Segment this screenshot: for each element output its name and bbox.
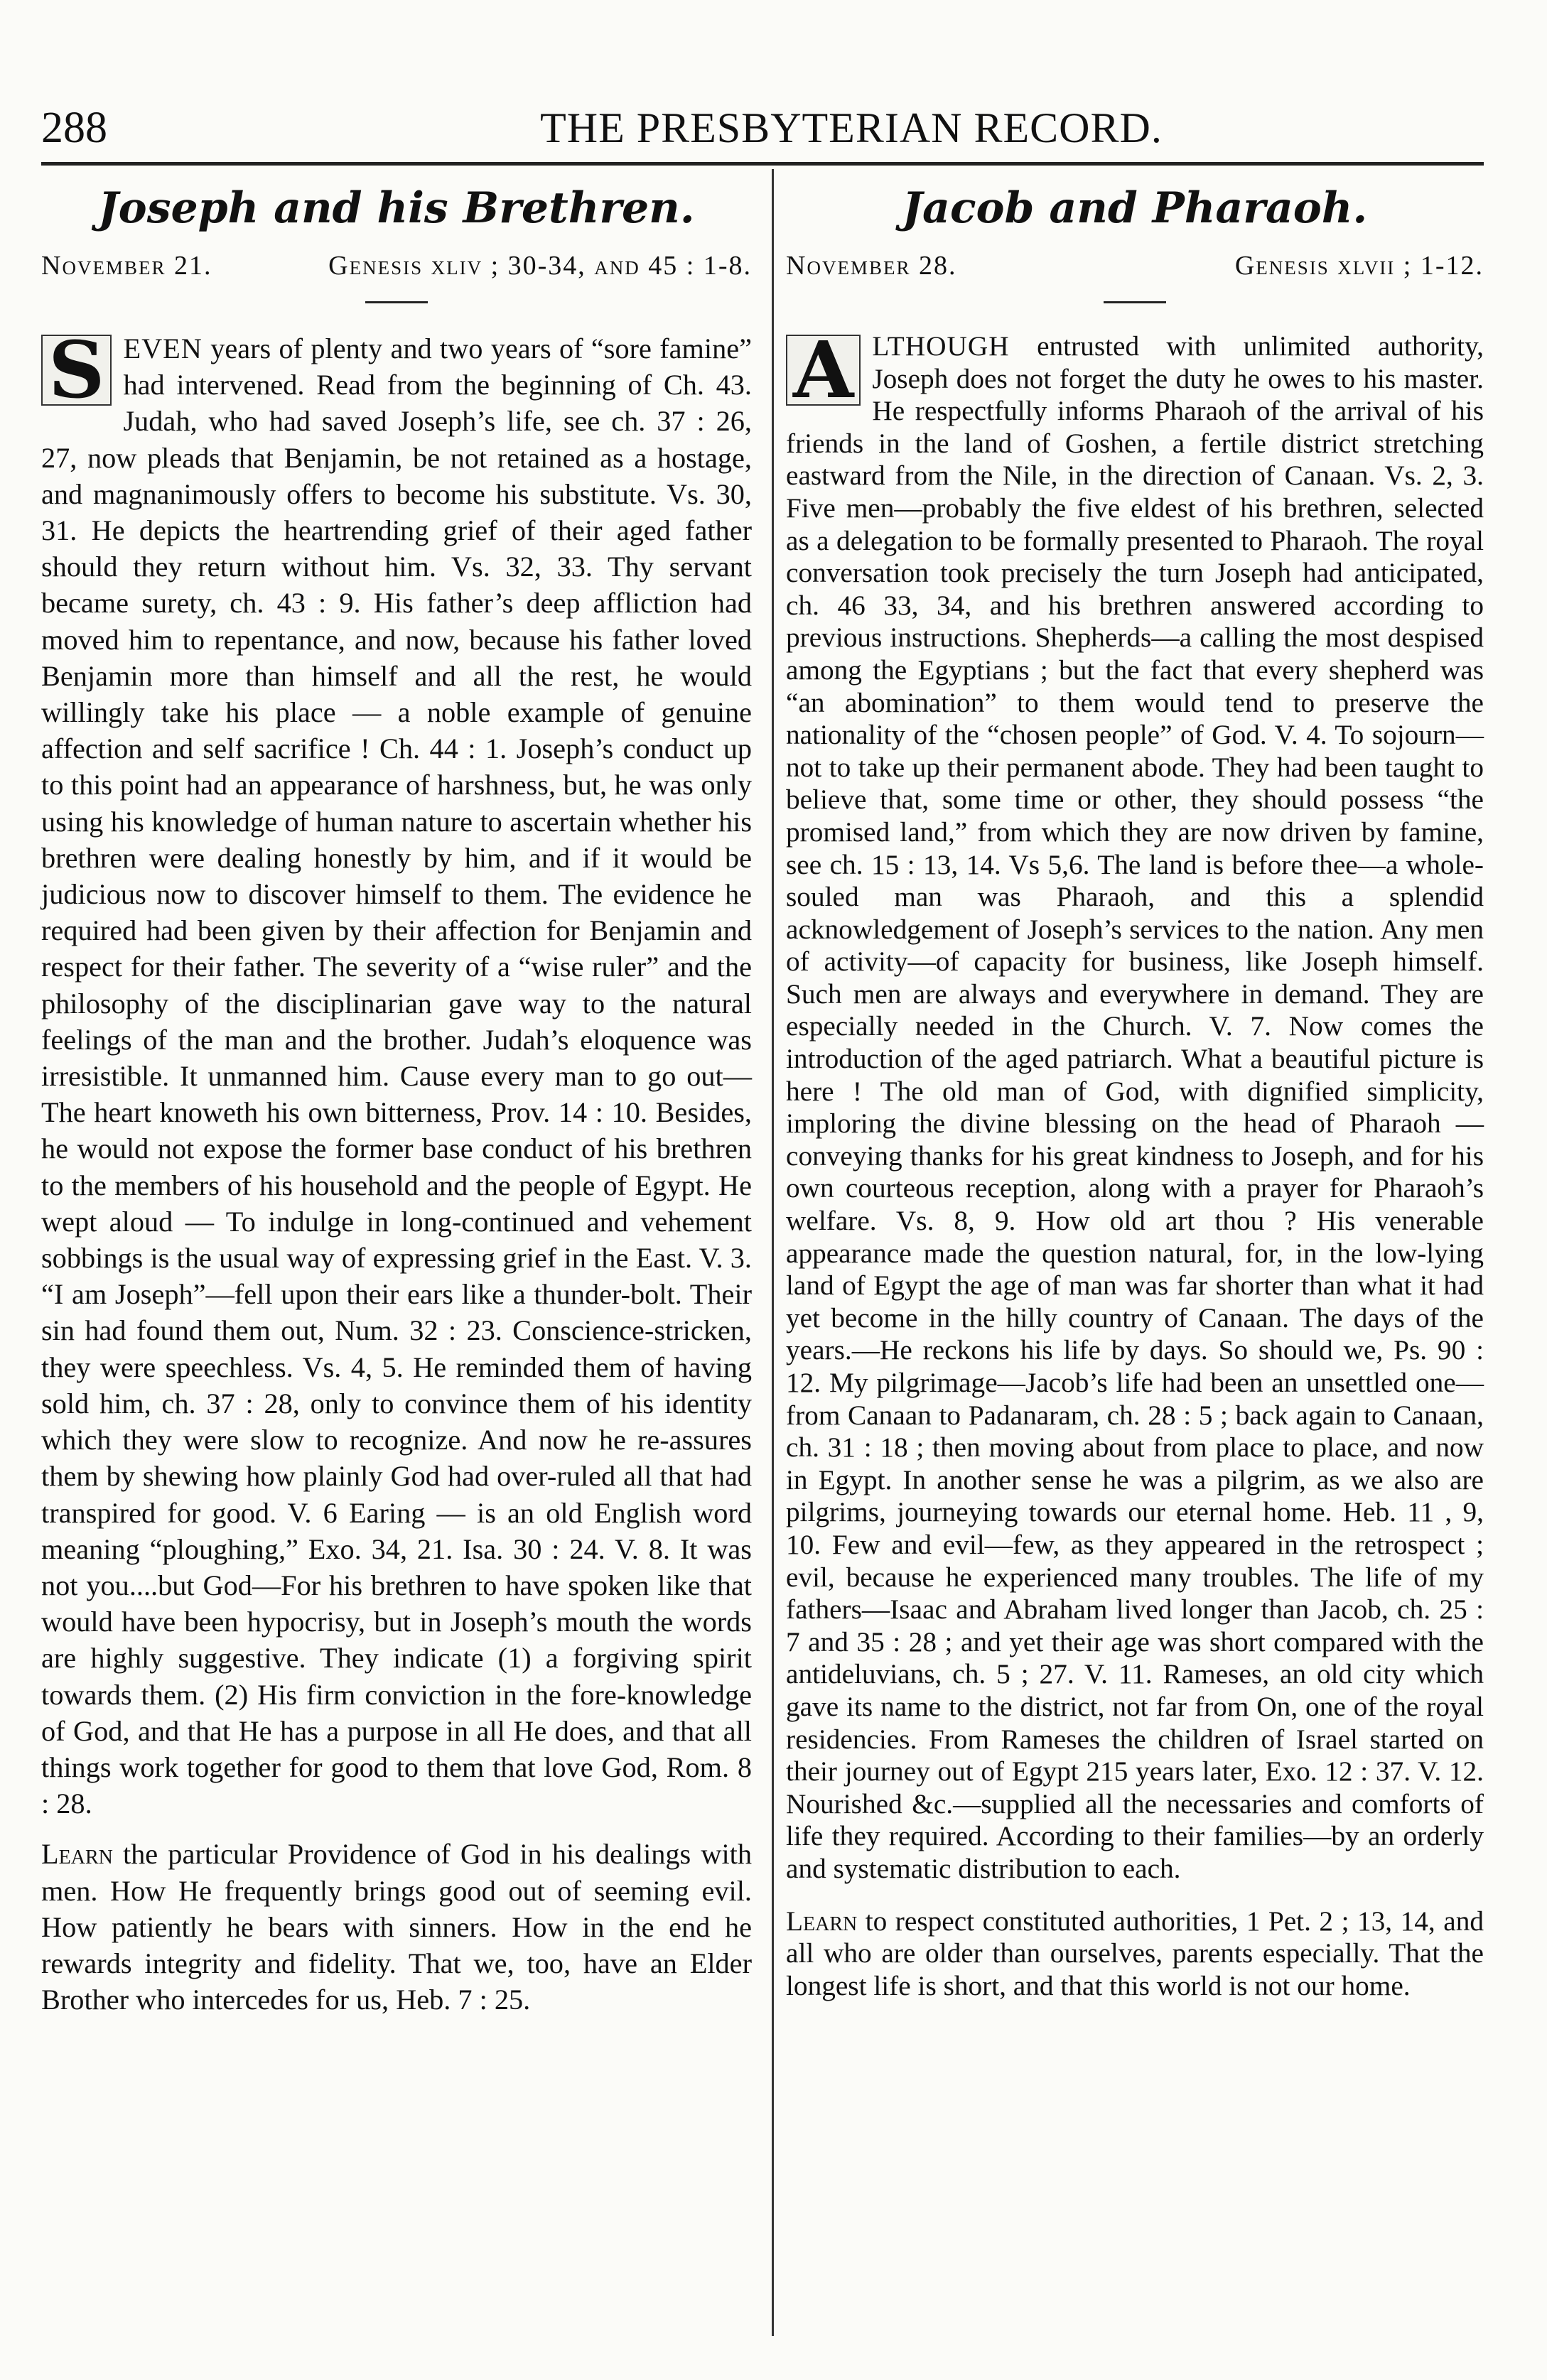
section-rule — [1104, 301, 1166, 303]
journal-title: THE PRESBYTERIAN RECORD. — [540, 104, 1163, 151]
drop-cap: S — [41, 335, 112, 406]
learn-lead: Learn — [786, 1905, 858, 1937]
drop-cap: A — [786, 335, 861, 406]
lesson-title: Joseph and his Brethren. — [98, 183, 695, 233]
lead-word: EVEN — [123, 332, 203, 364]
lesson-reference — [41, 247, 752, 284]
lead-word: LTHOUGH — [872, 330, 1010, 362]
learn-text: to respect constituted authorities, 1 Pet. 2 ; 13, 14, and all who are older than ourselves, parents especially. That the longest life is short, and that this world is not our home. — [786, 1905, 1484, 2001]
header-rule — [41, 162, 1484, 166]
lesson-reference — [786, 247, 1484, 284]
column-divider — [772, 169, 774, 2336]
learn-lead: Learn — [41, 1838, 113, 1871]
lesson-text: years of plenty and two years of “sore famine” had intervened. Read from the beginning of Ch. 43. Judah, who had saved Joseph’s life, see ch. 37 : 26, 27, now pleads that Benjamin, be not retained as a hostage, and magnanimously offers to become his substitute. Vs. 30, 31. He depicts the heartrending grief of their aged father should they return without him. Vs. 32, 33. Thy servant became surety, ch. 43 : 9. His father’s deep affliction had moved him to repentance, and now, because his father loved Benjamin more than himself and all the rest, he would willingly take his place — a noble example of genuine affection and self sacrifice ! Ch. 44 : 1. Joseph’s conduct up to this point had an appearance of harshness, but, he was only using his knowledge of human nature to ascertain whether his brethren were dealing honestly by him, and if it would be judicious now to discover himself to them. The evidence he required had been given by their affection for Benjamin and respect for their father. The severity of a “wise ruler” and the philosophy of the disciplinarian gave way to the natural feelings of the man and the brother. Judah’s eloquence was irresistible. It unmanned him. Cause every man to go out—The heart knoweth his own bitterness, Prov. 14 : 10. Besides, he would not expose the former base conduct of his brethren to the members of his household and the people of Egypt. He wept aloud — To indulge in long-continued and vehement sobbings is the usual way of expressing grief in the East. V. 3. “I am Joseph”—fell upon their ears like a thunder-bolt. Their sin had found them out, Num. 32 : 23. Conscience-stricken, they were speechless. Vs. 4, 5. He reminded them of having sold him, ch. 37 : 28, only to convince them of his identity which they were slow to recognize. And now he re-assures them by shewing how plainly God had over-ruled all that had transpired for good. V. 6 Earing — is an old English word meaning “ploughing,” Exo. 34, 21. Isa. 30 : 24. V. 8. It was not you....but God—For his brethren to have spoken like that would have been hypocrisy, but in Joseph’s mouth the words are highly suggestive. They indicate (1) a forgiving spirit towards them. (2) His firm conviction in the fore-knowledge of God, and that He has a purpose in all He does, and that all things work together for good to them that love God, Rom. 8 : 28. — [41, 332, 752, 1820]
learn-text: the particular Providence of God in his dealings with men. How He frequently brings good out of seeming evil. How patiently he bears with sinners. How in the end he rewards integrity and fidelity. That we, too, have an Elder Brother who intercedes for us, Heb. 7 : 25. — [41, 1838, 752, 2016]
right-lesson — [786, 169, 1484, 2002]
lesson-date: November 28. — [786, 251, 957, 281]
lesson-body — [41, 324, 752, 1822]
section-rule — [365, 301, 428, 303]
learn-paragraph — [786, 1905, 1484, 2003]
left-lesson — [41, 169, 752, 2018]
running-head — [41, 99, 1484, 156]
lesson-scripture: Genesis xlvii ; 1-12. — [1234, 251, 1484, 281]
learn-paragraph — [41, 1836, 752, 2018]
lesson-scripture: Genesis xliv ; 30-34, and 45 : 1-8. — [328, 251, 752, 281]
page-number: 288 — [41, 104, 107, 152]
lesson-text: entrusted with unlimited authority, Joseph does not forget the duty he owes to his master. He respectfully informs Pharaoh of the arrival of his friends in the land of Goshen, a fertile district stretching eastward from the Nile, in the direction of Canaan. Vs. 2, 3. Five men—probably the five eldest of his brethren, selected as a delegation to be formally presented to Pharaoh. The royal conversation took precisely the turn Joseph had anticipated, ch. 46 33, 34, and his brethren answered according to previous instructions. Shepherds—a calling the most despised among the Egyptians ; but the fact that every shepherd was “an abomination” to them would tend to preserve the nationality of the “chosen people” of God. V. 4. To sojourn—not to take up their permanent abode. They had been taught to believe that, some time or other, they should possess “the promised land,” from which they are now driven by famine, see ch. 15 : 13, 14. Vs 5,6. The land is before thee—a whole-souled man was Pharaoh, and this a splendid acknowledgement of Joseph’s services to the nation. Any men of activity—of capacity for business, like Joseph himself. Such men are always and everywhere in demand. They are especially needed in the Church. V. 7. Now comes the introduction of the aged patriarch. What a beautiful picture is here ! The old man of God, with dignified simplicity, imploring the divine blessing on the head of Pharaoh — conveying thanks for his great kindness to Joseph, and for his own courteous reception, along with a prayer for Pharaoh’s welfare. Vs. 8, 9. How old art thou ? His venerable appearance made the question natural, for, in the low-lying land of Egypt the age of man was far shorter than what it had yet become in the hilly country of Canaan. The days of the years.—He reckons his life by days. So should we, Ps. 90 : 12. My pilgrimage—Jacob’s life had been an unsettled one— from Canaan to Padanaram, ch. 28 : 5 ; back again to Canaan, ch. 31 : 18 ; then moving about from place to place, and now in Egypt. In another sense he was a pilgrim, as we also are pilgrims, journeying towards our eternal home. Heb. 11 , 9, 10. Few and evil—few, as they appeared in the retrospect ; evil, because he experienced many troubles. The life of my fathers—Isaac and Abraham lived longer than Jacob, ch. 25 : 7 and 35 : 28 ; and yet their age was short compared with the antideluvians, ch. 5 ; 27. V. 11. Rameses, an old city which gave its name to the district, not far from On, one of the royal residencies. From Rameses the children of Israel started on their journey out of Egypt 215 years later, Exo. 12 : 37. V. 12. Nourished &c.—supplied all the necessaries and comforts of life they required. According to their families—by an orderly and systematic distribution to each. — [786, 330, 1484, 1884]
lesson-body — [786, 324, 1484, 1886]
lesson-title: Jacob and Pharaoh. — [902, 183, 1368, 233]
lesson-date: November 21. — [41, 251, 212, 281]
